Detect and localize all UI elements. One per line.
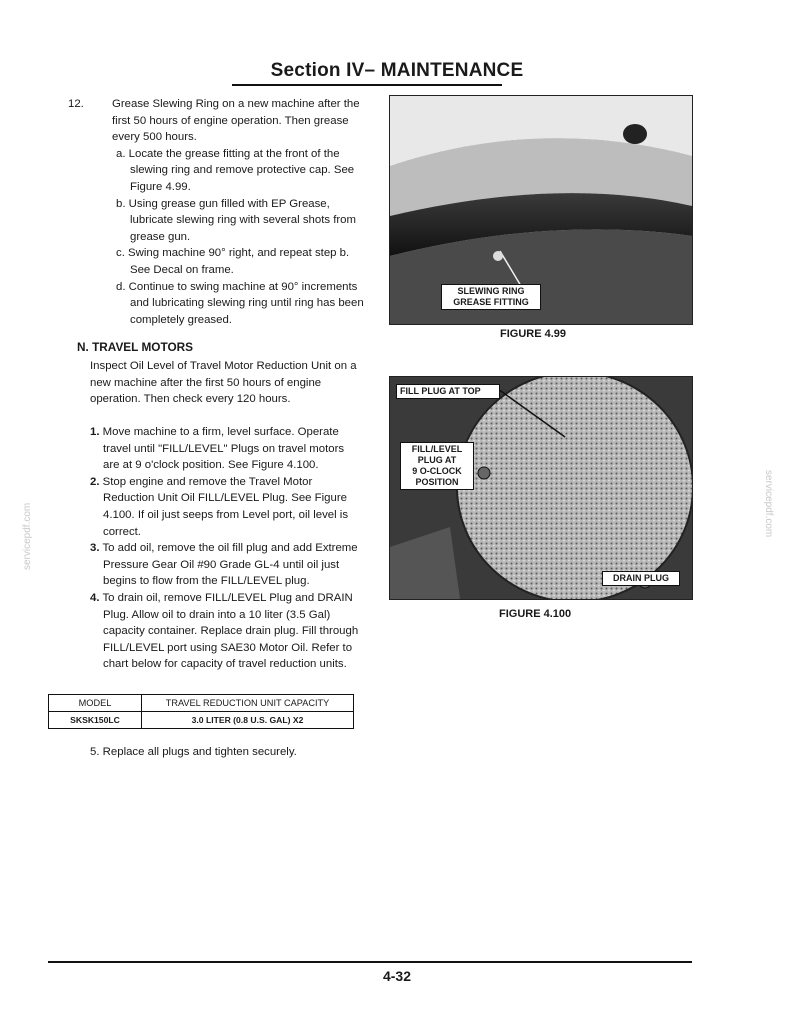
substep-d xyxy=(90,279,366,329)
fill-level-line-3: 9 O-CLOCK xyxy=(412,466,462,476)
step-12-number: 12. xyxy=(68,98,84,110)
page-title: Section IV– MAINTENANCE xyxy=(270,60,524,81)
substep-b-text: Using grease gun filled with EP Grease, lubricate slewing ring with several shots from grease gun. xyxy=(128,197,357,243)
table-header-row xyxy=(49,695,354,712)
fill-level-line-2: PLUG AT xyxy=(417,455,457,465)
step-4-text: To drain oil, remove FILL/LEVEL Plug and DRAIN Plug. Allow oil to drain into a 10 liter (3.5 Gal) capacity container. Replace drain plug. Fill through FILL/LEVEL port using SAE30 Motor Oil. Refer to chart below for capacity of travel reduction units. xyxy=(102,591,359,671)
fill-level-line-1: FILL/LEVEL xyxy=(411,444,463,454)
substep-a-text: Locate the grease fitting at the front of the slewing ring and remove protective cap. See Figure 4.99. xyxy=(128,147,355,193)
step-2 xyxy=(90,474,360,540)
slewing-ring-callout xyxy=(441,284,541,310)
step-5 xyxy=(90,744,360,761)
watermark-right: servicepdf.com xyxy=(763,470,774,538)
substep-d-letter: d. xyxy=(116,280,126,293)
fill-level-callout xyxy=(400,442,474,490)
step-12-block xyxy=(68,96,366,328)
callout-line-1: SLEWING RING xyxy=(457,286,525,296)
title-underline xyxy=(232,84,502,86)
drain-plug-callout: DRAIN PLUG xyxy=(602,571,680,586)
step-5-number: 5. xyxy=(90,746,100,758)
substep-a-letter: a. xyxy=(116,147,126,160)
step-12-text: Grease Slewing Ring on a new machine after the first 50 hours of engine operation. Then grease every 500 hours. xyxy=(112,98,360,144)
step-3 xyxy=(90,540,360,590)
step-3-text: To add oil, remove the oil fill plug and add Extreme Pressure Gear Oil #90 Grade GL-4 until oil just begins to flow from the FILL/LEVEL plug. xyxy=(102,542,358,588)
step-2-number: 2. xyxy=(90,475,100,488)
substep-a xyxy=(90,146,366,196)
figure-4-99-photo xyxy=(389,95,693,325)
step-1-number: 1. xyxy=(90,426,100,438)
substep-b-letter: b. xyxy=(116,197,126,210)
table-header-capacity: TRAVEL REDUCTION UNIT CAPACITY xyxy=(142,695,354,712)
figure-4-99-caption: FIGURE 4.99 xyxy=(500,328,567,340)
page-number: 4-32 xyxy=(382,968,412,984)
table-cell-model: SKSK150LC xyxy=(49,712,142,729)
step-1-text: Move machine to a firm, level surface. Operate travel until "FILL/LEVEL" Plugs on travel motors are at 9 o'clock position. See Figure 4.100. xyxy=(102,426,345,472)
travel-motor-steps xyxy=(90,424,360,673)
step-3-number: 3. xyxy=(90,542,100,555)
section-heading-travel-motors: N. TRAVEL MOTORS xyxy=(77,340,194,354)
fill-level-line-4: POSITION xyxy=(415,477,459,487)
step-5-text: Replace all plugs and tighten securely. xyxy=(102,746,297,758)
substep-c-letter: c. xyxy=(116,247,125,260)
substep-c xyxy=(90,245,366,278)
step-4 xyxy=(90,590,360,673)
step-1 xyxy=(90,424,360,474)
callout-line-2: GREASE FITTING xyxy=(453,297,529,307)
substep-d-text: Continue to swing machine at 90° increments and lubricating slewing ring until ring has been completely greased. xyxy=(128,280,364,326)
substep-c-text: Swing machine 90° right, and repeat step b. See Decal on frame. xyxy=(128,247,350,276)
step-12-lead xyxy=(68,96,366,146)
figure-4-100-caption: FIGURE 4.100 xyxy=(499,608,572,620)
capacity-table xyxy=(48,694,354,729)
fill-plug-top-callout: FILL PLUG AT TOP xyxy=(396,384,500,399)
table-row xyxy=(49,712,354,729)
watermark-left: servicepdf.com xyxy=(22,502,33,570)
section-intro-text: Inspect Oil Level of Travel Motor Reduction Unit on a new machine after the first 50 hours of engine operation. Then check every 120 hours. xyxy=(90,360,357,406)
footer-rule xyxy=(48,961,692,963)
table-header-model: MODEL xyxy=(49,695,142,712)
substep-b xyxy=(90,196,366,246)
slewing-ring-photo xyxy=(390,96,692,324)
table-cell-capacity: 3.0 LITER (0.8 U.S. GAL) X2 xyxy=(142,712,354,729)
step-2-text: Stop engine and remove the Travel Motor Reduction Unit Oil FILL/LEVEL Plug. See Figure 4.100. If oil just seeps from Level port, oil level is correct. xyxy=(102,475,349,538)
step-4-number: 4. xyxy=(90,591,100,604)
